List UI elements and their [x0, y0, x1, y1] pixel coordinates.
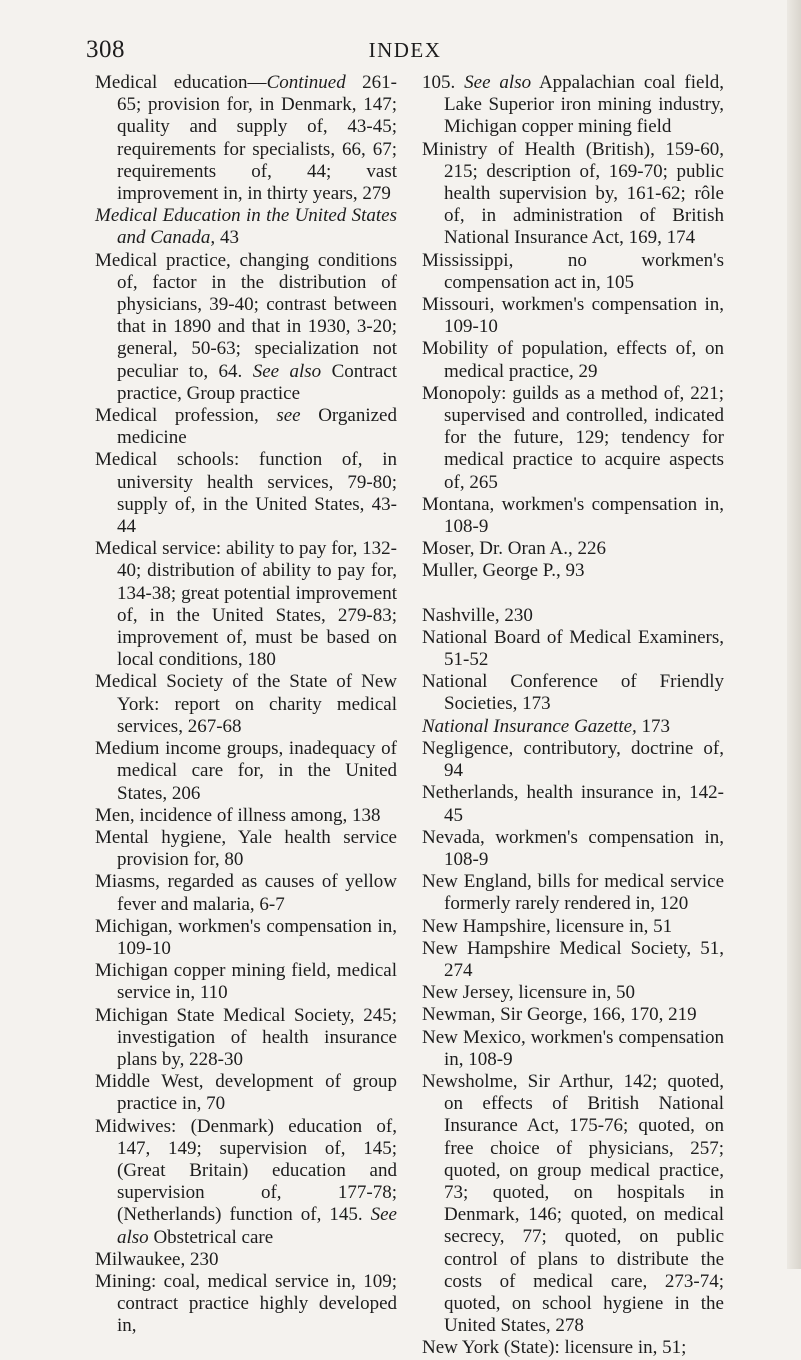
index-entry-text: 173	[636, 715, 671, 737]
index-entry	[95, 916, 397, 960]
index-entry	[95, 405, 397, 449]
index-entry-text: Nevada, workmen's compensation in, 108-9	[422, 826, 724, 870]
index-entry	[95, 538, 397, 671]
index-entry	[95, 871, 397, 915]
index-entry	[422, 916, 724, 938]
page-edge-shadow	[787, 0, 801, 1269]
index-entry-text: Midwives: (Denmark) education of, 147, 149; supervision of, 145; (Great Britain) education and supervision of, 177-78; (Netherlands) function of, 145.	[95, 1115, 397, 1226]
index-entry	[95, 1116, 397, 1249]
page-header	[86, 36, 724, 66]
index-entry	[422, 250, 724, 294]
index-entry	[422, 671, 724, 715]
index-entry	[95, 1271, 397, 1338]
index-entry-text: 105.	[422, 72, 465, 93]
index-entry	[422, 627, 724, 671]
index-entry-text: New Hampshire, licensure in, 51	[422, 915, 673, 937]
index-entry	[95, 1005, 397, 1072]
index-entry-text: Michigan copper mining field, medical service in, 110	[95, 960, 397, 1004]
index-entry	[422, 716, 724, 738]
index-entry-italic-text: See also	[117, 1204, 397, 1248]
index-entry	[422, 560, 724, 582]
index-entry-text: Missouri, workmen's compensation in, 109-10	[422, 294, 724, 338]
index-entry-text: Medical service: ability to pay for, 132-40; distribution of ability to pay for, 134-38; great potential improvement of, in the United States, 279-83; improvement of, must be based on local conditions, 180	[95, 538, 397, 671]
index-entry-text: Mental hygiene, Yale health service provision for, 80	[95, 826, 397, 871]
index-entry	[422, 782, 724, 826]
index-entry	[95, 1071, 397, 1115]
index-entry-text: Netherlands, health insurance in, 142-45	[422, 782, 724, 826]
index-entry-text: Negligence, contributory, doctrine of, 94	[422, 737, 724, 782]
index-entry-text: New York (State): licensure in, 51;	[422, 1337, 687, 1359]
index-entry-text: Medical profession,	[95, 405, 277, 427]
index-entry	[95, 805, 397, 827]
index-entry-text: Muller, George P., 93	[422, 560, 585, 582]
index-entry-text: Moser, Dr. Oran A., 226	[422, 538, 606, 560]
index-entry-text: Ministry of Health (British), 159-60, 215; description of, 169-70; public health supervision by, 161-62; rôle of, in administration of British National Insurance Act, 169, 174	[422, 138, 724, 249]
index-entry	[95, 671, 397, 738]
index-entry-text: New Hampshire Medical Society, 51, 274	[422, 937, 724, 981]
index-entry	[95, 205, 397, 249]
index-entry-italic-text: National Insurance Gazette,	[422, 715, 637, 737]
index-entry-italic-text: Continued	[266, 72, 346, 93]
index-entry	[95, 960, 397, 1004]
index-entry-text: 261-65; provision for, in Denmark, 147; quality and supply of, 43-45; requirements for specialists, 66, 67; requirements of, 44; vast improvement in, in thirty years, 279	[117, 72, 398, 205]
index-entry-text: Appalachian coal field, Lake Superior iron mining industry, Michigan copper mining field	[444, 72, 724, 138]
index-entry	[422, 294, 724, 338]
index-entry-text: Organized medicine	[117, 405, 397, 449]
index-entry-text: Michigan State Medical Society, 245; investigation of health insurance plans by, 228-30	[95, 1004, 397, 1070]
index-entry-text: Newsholme, Sir Arthur, 142; quoted, on effects of British National Insurance Act, 175-76; quoted, on free choice of physicians, 257; quoted, on group medical practice, 73; quoted, on hospitals in Denmark, 146; quoted, on medical secrecy, 77; quoted, on public control of plans to distribute the costs of medical care, 273-74; quoted, on school hygiene in the United States, 278	[422, 1070, 724, 1337]
index-entry	[422, 738, 724, 782]
index-entry	[95, 827, 397, 871]
index-entry	[422, 338, 724, 382]
index-entry-italic-text: Medical Education in the United States and Canada,	[95, 205, 397, 249]
index-entry	[95, 1249, 397, 1271]
index-entry-text: Medical Society of the State of New York: report on charity medical services, 267-68	[95, 671, 397, 737]
index-entry	[422, 538, 724, 560]
index-entry	[422, 72, 724, 139]
index-entry	[422, 871, 724, 915]
index-entry	[95, 72, 397, 205]
index-entry	[95, 738, 397, 805]
index-entry-text: Montana, workmen's compensation in, 108-9	[422, 493, 724, 538]
index-entry	[422, 1071, 724, 1337]
index-entry	[422, 494, 724, 538]
index-entry-text: Milwaukee, 230	[95, 1248, 219, 1270]
index-entry-text: Contract practice, Group practice	[117, 360, 397, 404]
index-entry	[422, 383, 724, 494]
index-entry	[422, 1004, 724, 1026]
index-entry-text: Men, incidence of illness among, 138	[95, 804, 381, 826]
index-entry-text: Miasms, regarded as causes of yellow fever and malaria, 6-7	[95, 871, 397, 915]
index-entry-text: Middle West, development of group practice in, 70	[95, 1071, 397, 1115]
index-column-right	[422, 72, 724, 1360]
index-entry-text: Mobility of population, effects of, on medical practice, 29	[422, 338, 724, 382]
index-entry-text: National Conference of Friendly Societies, 173	[422, 671, 724, 715]
index-entry-text: Michigan, workmen's compensation in, 109-10	[95, 915, 397, 959]
index-entry-text: National Board of Medical Examiners, 51-52	[422, 626, 724, 671]
index-entry-text: Newman, Sir George, 166, 170, 219	[422, 1004, 697, 1026]
index-entry-text: Nashville, 230	[422, 604, 533, 626]
index-entry-text: Medical schools: function of, in university health services, 79-80; supply of, in the United States, 43-44	[95, 449, 397, 538]
page-number: 308	[86, 36, 125, 63]
index-entry	[422, 139, 724, 250]
index-entry-text: Medium income groups, inadequacy of medical care for, in the United States, 206	[95, 738, 397, 804]
index-entry-text: Monopoly: guilds as a method of, 221; supervised and controlled, indicated for the future, 129; tendency for medical practice to acquire aspects of, 265	[422, 382, 724, 493]
index-entry	[422, 1337, 724, 1359]
index-entry-text: New Mexico, workmen's compensation in, 108-9	[422, 1026, 724, 1070]
index-entry	[95, 250, 397, 405]
index-entry	[422, 827, 724, 871]
index-entry-text: Medical practice, changing conditions of, factor in the distribution of physicians, 39-40; contrast between that in 1890 and that in 1930, 3-20; general, 50-63; specialization not peculiar to, 64.	[95, 249, 397, 382]
index-entry	[422, 605, 724, 627]
index-entry-text: 43	[215, 227, 239, 249]
index-entry	[422, 938, 724, 982]
index-entry-text: Mining: coal, medical service in, 109; contract practice highly developed in,	[95, 1270, 397, 1337]
running-title: INDEX	[368, 38, 442, 62]
index-entry-text: Medical education—	[95, 72, 267, 93]
index-entry-text: New England, bills for medical service formerly rarely rendered in, 120	[422, 871, 724, 915]
index-column-left	[95, 72, 397, 1338]
index-entry	[422, 1027, 724, 1071]
index-entry	[95, 449, 397, 538]
index-entry	[422, 982, 724, 1004]
index-entry-italic-text: See also	[252, 360, 322, 382]
index-entry-text: Mississippi, no workmen's compensation act in, 105	[422, 249, 724, 293]
index-entry-text: Obstetrical care	[148, 1226, 274, 1248]
index-entry-italic-text: See also	[464, 72, 532, 93]
index-entry-text: New Jersey, licensure in, 50	[422, 982, 635, 1004]
index-entry-italic-text: see	[276, 405, 301, 427]
